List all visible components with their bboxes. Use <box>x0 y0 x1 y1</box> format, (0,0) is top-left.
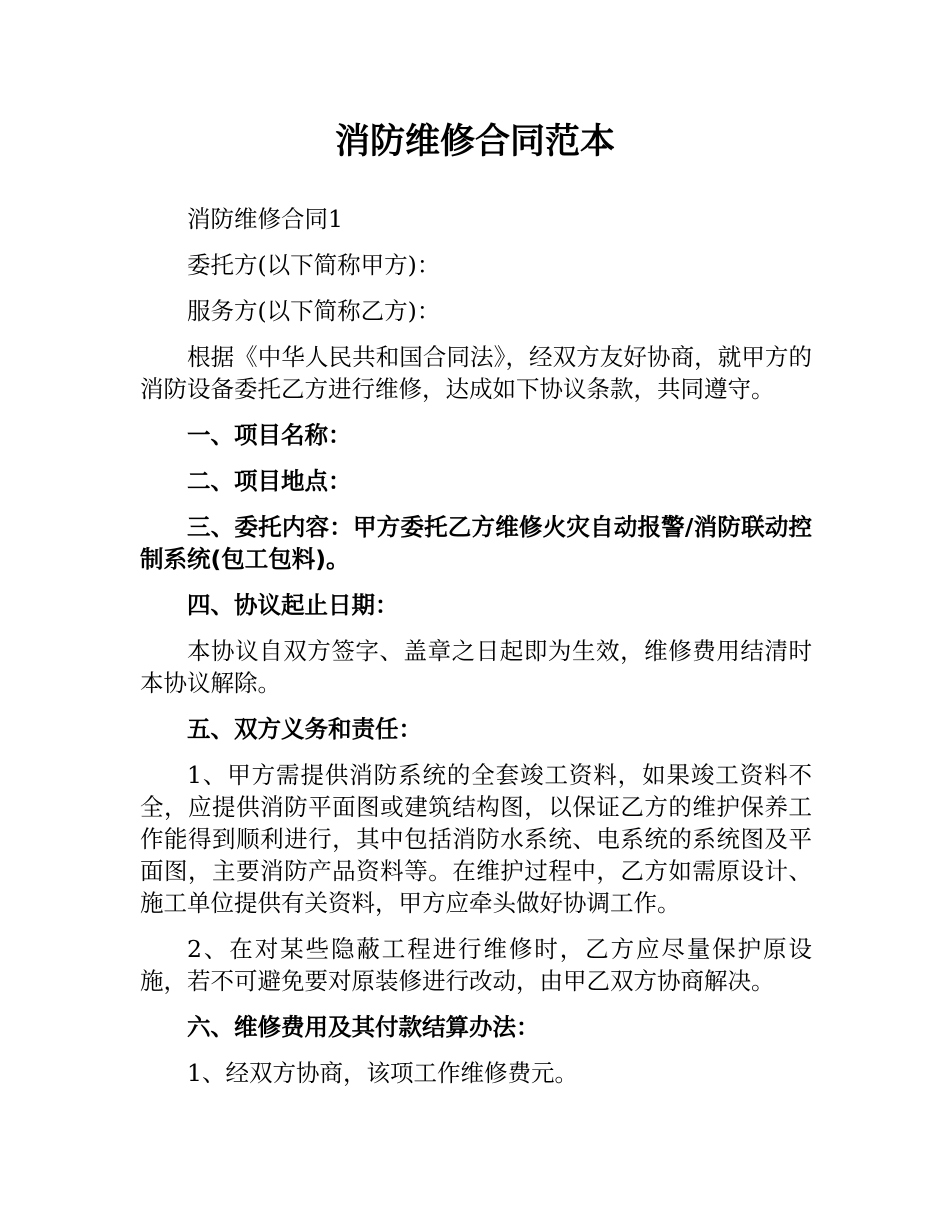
section-heading-project-location: 二、项目地点： <box>187 467 352 495</box>
paragraph-obligation-2: 2、在对某些隐蔽工程进行维修时，乙方应尽量保护原设施，若不可避免要对原装修进行改动，由甲乙双方协商解决。 <box>140 935 812 995</box>
paragraph-party-b: 服务方(以下简称乙方)： <box>187 297 441 325</box>
paragraph-obligation-1: 1、甲方需提供消防系统的全套竣工资料，如果竣工资料不全，应提供消防平面图或建筑结构图，以保证乙方的维护保养工作能得到顺利进行，其中包括消防水系统、电系统的系统图及平面图，主要消防产品资料等。在维护过程中，乙方如需原设计、施工单位提供有关资料，甲方应牵头做好协调工作。 <box>140 761 812 917</box>
document-title: 消防维修合同范本 <box>334 122 615 162</box>
section-heading-obligations: 五、双方义务和责任： <box>187 715 422 743</box>
paragraph-party-a: 委托方(以下简称甲方)： <box>187 251 441 279</box>
document-body <box>140 203 812 1103</box>
paragraph-term: 本协议自双方签字、盖章之日起即为生效，维修费用结清时本协议解除。 <box>140 637 812 697</box>
paragraph-contract-number: 消防维修合同1 <box>187 205 343 233</box>
paragraph-preamble: 根据《中华人民共和国合同法》，经双方友好协商，就甲方的消防设备委托乙方进行维修，达成如下协议条款，共同遵守。 <box>140 343 812 403</box>
section-heading-project-name: 一、项目名称： <box>187 421 352 449</box>
section-heading-fees: 六、维修费用及其付款结算办法： <box>187 1013 540 1041</box>
paragraph-fee-1: 1、经双方协商，该项工作维修费元。 <box>187 1059 578 1087</box>
section-heading-scope: 三、委托内容：甲方委托乙方维修火灾自动报警/消防联动控制系统(包工包料)。 <box>140 513 812 573</box>
section-heading-term: 四、协议起止日期： <box>187 591 399 619</box>
